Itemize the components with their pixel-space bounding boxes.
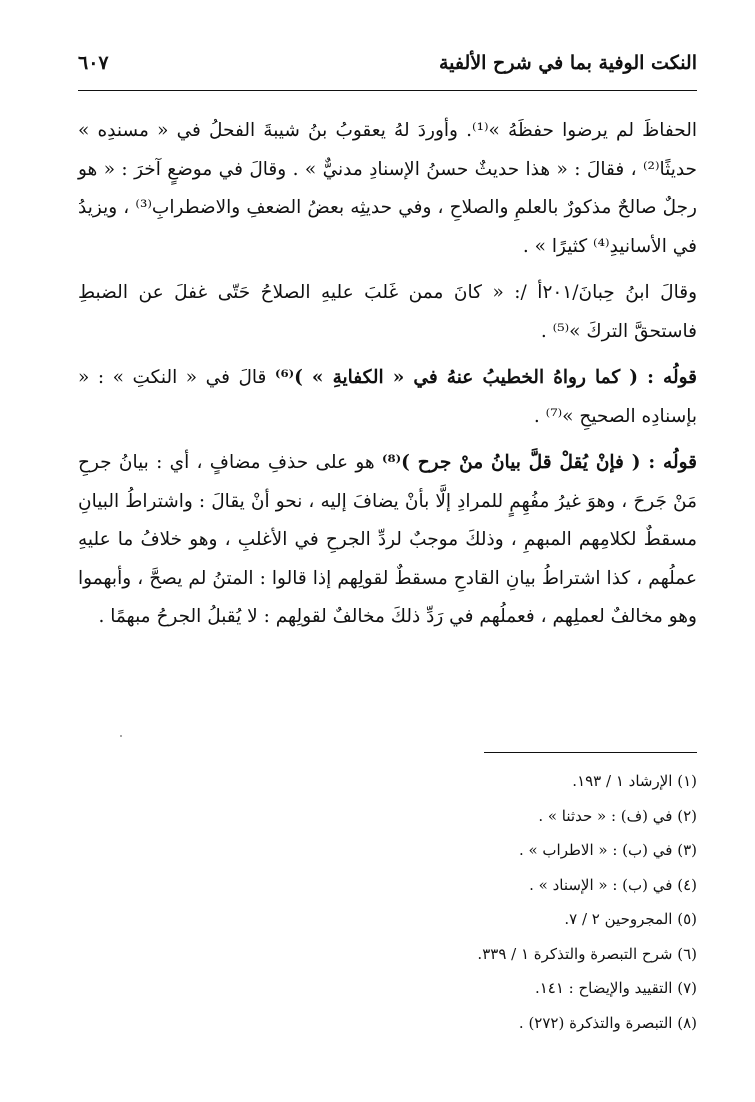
main-text	[78, 112, 697, 637]
paragraph-4-text: هو على حذفِ مضافٍ ، أي : بيانُ جرحِ مَنْ جَرحَ ، وهوَ غيرُ مفُهِمٍ للمرادِ إلَّا بأنْ يضافَ إليه ، نحو أنْ يقالَ : واشتراطُ البيانِ مسقطٌ لكلامِهم المبهمِ ، وذلكَ موجبٌ لردِّ الجرحِ في الأغلبِ ، وهو خلافُ ما عليهِ عملُهم ، كذا اشتراطُ بيانِ القادحِ مسقطٌ لقولِهم إذا قالوا : المتنُ لم يصحَّ ، وأبهموا وهو مخالفٌ لعملِهم ، فعملُهم في رَدِّ ذلكَ مخالفٌ لقولِهم : لا يُقبلُ الجرحُ مبهمًا .	[78, 452, 697, 627]
footnote-divider	[484, 752, 697, 753]
paragraph-3-text: قالَ في « النكتِ » : « بإسنادِه الصحيحِ »⁽⁷⁾ .	[78, 367, 697, 427]
footnotes-list	[78, 764, 697, 1040]
footnote-8: (٨) التبصرة والتذكرة (٢٧٢) .	[518, 1013, 697, 1032]
footnote-5: (٥) المجروحين ٢ / ٧.	[564, 910, 697, 928]
footnote-3: (٣) في (ب) : « الاطراب » .	[518, 841, 697, 859]
paragraph-2: وقالَ ابنُ حِبانَ/٢٠١أ /: « كانَ ممن غَلبَ عليهِ الصلاحُ حَتّى غفلَ عن الضبطِ فاستحقَّ التركَ »⁽⁵⁾ .	[78, 282, 698, 342]
footnote-1: (١) الإرشاد ١ / ١٩٣.	[572, 772, 697, 790]
paragraph-4-lead: قولُه : ( فإنْ يُقلْ قلَّ بيانُ منْ جرح )⁽⁸⁾	[381, 452, 697, 473]
scan-speck	[120, 735, 122, 737]
footnote-6: (٦) شرح التبصرة والتذكرة ١ / ٣٣٩.	[477, 944, 697, 963]
footnote-7: (٧) التقييد والإيضاح : ١٤١.	[534, 979, 697, 997]
running-title: النكت الوفية بما في شرح الألفية	[439, 52, 697, 74]
page-number: ٦٠٧	[78, 52, 109, 74]
paragraph-3-lead: قولُه : ( كما رواهُ الخطيبُ عنهُ في « الكفايةِ » )⁽⁶⁾	[274, 367, 697, 388]
paragraph-3	[78, 359, 697, 436]
paragraph-1: الحفاظَ لم يرضوا حفظَهُ »⁽¹⁾. وأوردَ لهُ يعقوبُ بنُ شيبةَ الفحلُ في « مسندِه » حديثًا⁽²⁾ ، فقالَ : « هذا حديثٌ حسنُ الإسنادِ مدنيٌّ » . وقالَ في موضعٍ آخرَ : « هو رجلٌ صالحٌ مذكورٌ بالعلمِ والصلاحِ ، وفي حديثِه بعضُ الضعفِ والاضطرابِ⁽³⁾ ، ويزيدُ في الأسانيدِ⁽⁴⁾ كثيرًا » .	[78, 120, 698, 257]
footnote-2: (٢) في (ف) : « حدثنا » .	[538, 806, 697, 825]
footnote-4: (٤) في (ب) : « الإسناد » .	[529, 875, 697, 894]
paragraph-4	[78, 444, 697, 637]
header-divider	[78, 90, 697, 91]
page-header	[78, 44, 697, 84]
